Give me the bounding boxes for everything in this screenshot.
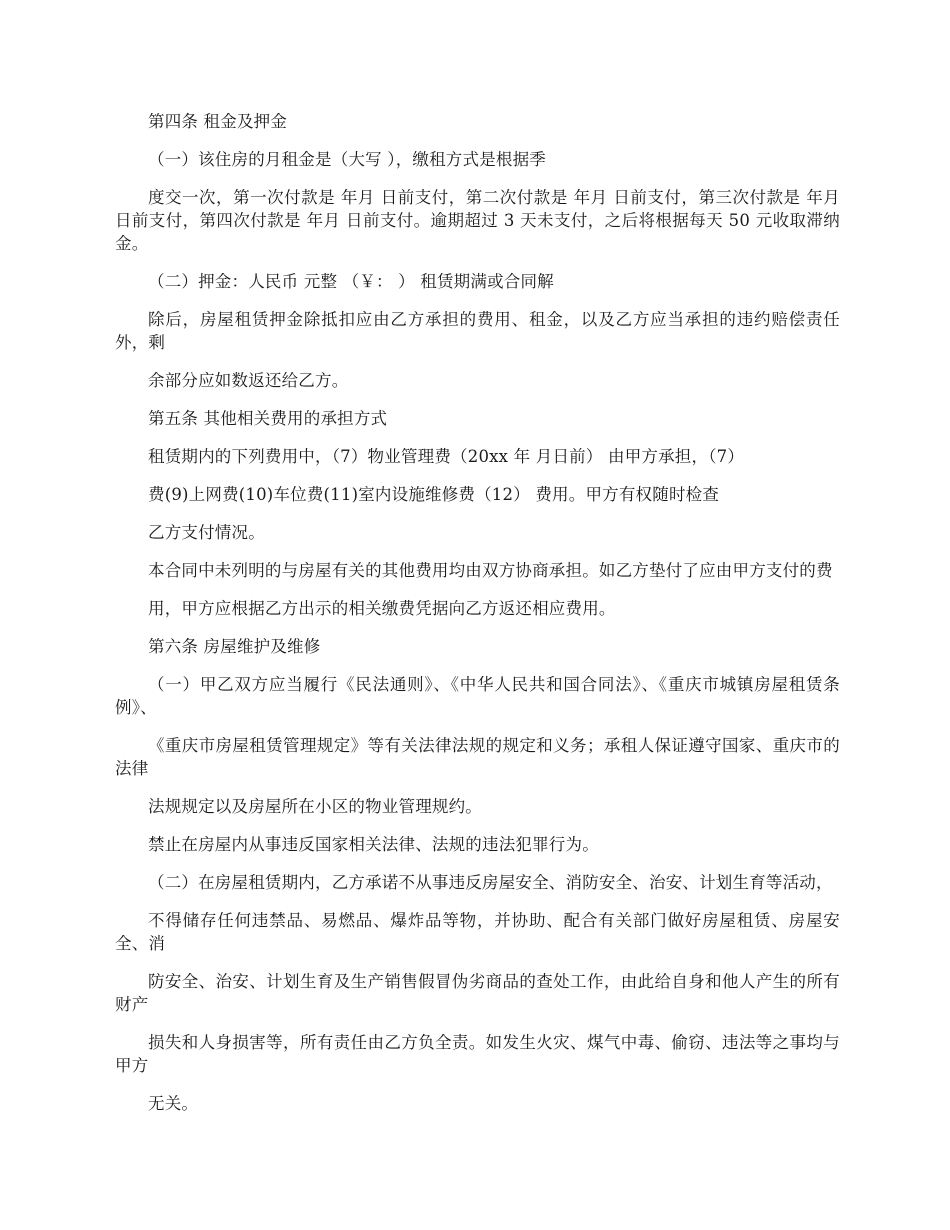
paragraph: 无关。 bbox=[148, 1094, 199, 1113]
paragraph: 损失和人身损害等，所有责任由乙方负全责。如发生火灾、煤气中毒、偷窃、违法等之事均与甲方 bbox=[115, 1033, 840, 1075]
paragraph: 度交一次，第一次付款是 年月 日前支付，第二次付款是 年月 日前支付，第三次付款是 年月 日前支付，第四次付款是 年月 日前支付。逾期超过 3 天未支付，之后将根据每天 50 元收取滞纳金。 bbox=[115, 188, 840, 253]
article-5-heading: 第五条 其他相关费用的承担方式 bbox=[148, 409, 388, 428]
article-6-heading: 第六条 房屋维护及维修 bbox=[148, 637, 321, 656]
paragraph: 余部分应如数返还给乙方。 bbox=[148, 371, 349, 390]
article-4-heading: 第四条 租金及押金 bbox=[148, 112, 288, 131]
paragraph: （二）在房屋租赁期内，乙方承诺不从事违反房屋安全、消防安全、治安、计划生育等活动， bbox=[148, 873, 833, 892]
paragraph: 租赁期内的下列费用中，（7）物业管理费（20xx 年 月日前） 由甲方承担，（7） bbox=[148, 447, 745, 466]
paragraph: （一）该住房的月租金是（大写 ），缴租方式是根据季 bbox=[148, 150, 546, 169]
paragraph: 费(9)上网费(10)车位费(11)室内设施维修费（12） 费用。甲方有权随时检查 bbox=[148, 485, 720, 504]
paragraph: 禁止在房屋内从事违反国家相关法律、法规的违法犯罪行为。 bbox=[148, 835, 599, 854]
paragraph: 乙方支付情况。 bbox=[148, 523, 265, 542]
document-page bbox=[115, 110, 840, 1130]
paragraph: 除后，房屋租赁押金除抵扣应由乙方承担的费用、租金，以及乙方应当承担的违约赔偿责任外，剩 bbox=[115, 310, 840, 352]
paragraph: 本合同中未列明的与房屋有关的其他费用均由双方协商承担。如乙方垫付了应由甲方支付的费 bbox=[148, 561, 833, 580]
paragraph: 不得储存任何违禁品、易燃品、爆炸品等物，并协助、配合有关部门做好房屋租赁、房屋安全、消 bbox=[115, 911, 840, 953]
paragraph: 用，甲方应根据乙方出示的相关缴费凭据向乙方返还相应费用。 bbox=[148, 599, 616, 618]
paragraph: （一）甲乙双方应当履行《民法通则》、《中华人民共和国合同法》、《重庆市城镇房屋租赁条例》、 bbox=[115, 675, 840, 717]
paragraph: 《重庆市房屋租赁管理规定》等有关法律法规的规定和义务；承租人保证遵守国家、重庆市的法律 bbox=[115, 736, 840, 778]
paragraph: （二）押金：人民币 元整 （￥： ） 租赁期满或合同解 bbox=[148, 272, 554, 291]
paragraph: 法规规定以及房屋所在小区的物业管理规约。 bbox=[148, 797, 482, 816]
paragraph: 防安全、治安、计划生育及生产销售假冒伪劣商品的查处工作，由此给自身和他人产生的所有财产 bbox=[115, 972, 840, 1014]
